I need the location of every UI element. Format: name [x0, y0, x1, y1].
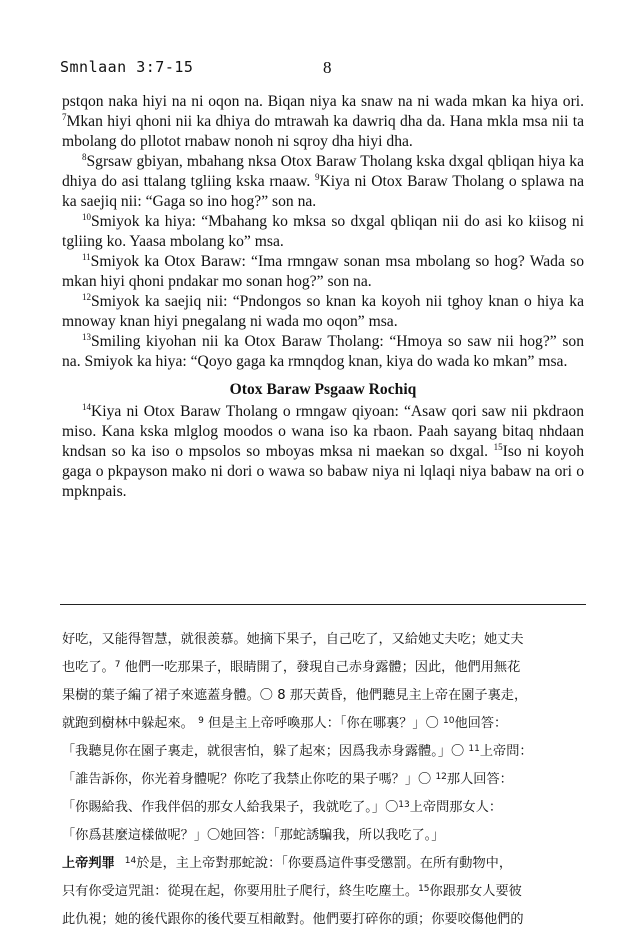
paragraph: $^{13}$Smiling kiyohan nii ka Otox Baraw Tholang: “Hmoya so saw nii hog?” son na. Smiyok ka hiya: “Qoyo gaga ka rmnqdog knan, kiya do wada ko mkan” msa.: [62, 332, 584, 370]
verse-number: 10: [443, 716, 455, 726]
paragraph: pstqon naka hiyi na ni oqon na. Biqan niya ka snaw na ni wada mkan ka hiya ori. $^7$Mkan hiyi qhoni nii ka dhiya do mtrawah ka dawriq dha da. Hana mkla msa nii ta mbolang do pllotot rnabaw nonoh ni sqroy dha hiyi dha.: [62, 93, 584, 150]
verse-number: 9: [198, 716, 204, 726]
verse-number: 14: [82, 402, 91, 412]
verse-number: 11: [468, 744, 480, 754]
paragraph: $^8$Sgrsaw gbiyan, mbahang nksa Otox Baraw Tholang kska dxgal qbliqan hiya ka dhiya do asi ttalang tgliing kska rnaaw. $^9$Kiya ni Otox Baraw Tholang o splawa na ka saejiq nii: “Gaga so ino hog?” son na.: [62, 152, 584, 210]
verse-number: 12: [435, 772, 447, 782]
verse-number: 7: [62, 112, 67, 122]
chinese-line: 上帝判罪 $^{14}$於是，主上帝對那蛇說：「你要爲這件事受懲罰。在所有動物中，: [62, 856, 513, 871]
verse-number: 13: [398, 800, 410, 810]
divider-rule: [60, 604, 586, 605]
paragraph: $^{14}$Kiya ni Otox Baraw Tholang o rmngaw qiyoan: “Asaw qori saw nii pkdraon miso. Kana kska mlglog moodos o wana iso ka rbaon. Paah sayang bitaq nhdaan kndsan so ka iso o mpsolos so mboyas mksa ni maekan so dxgal. $^{15}$Iso ni koyoh gaga o pkpayson mako ni dori o wawa so babaw niya ni lqlaqi niya babaw na ori o mpknpais.: [62, 402, 584, 500]
chinese-line: 「我聽見你在園子裏走，就很害怕，躲了起來；因爲我赤身露體。」〇 $^{11}$上帝問：: [62, 744, 533, 759]
chinese-line: 「你爲甚麼這樣做呢？」〇她回答：「那蛇誘騙我，所以我吃了。」: [62, 828, 445, 843]
chinese-line: 好吃，又能得智慧，就很羨慕。她摘下果子，自己吃了，又給她丈夫吃；她丈夫: [62, 632, 524, 647]
paragraph: $^{10}$Smiyok ka hiya: “Mbahang ko mksa so dxgal qbliqan nii do asi ko kiisog ni tgliing ko. Yaasa mbolang ko” msa.: [62, 212, 584, 250]
chinese-line: 此仇視；她的後代跟你的後代要互相敵對。他們要打碎你的頭；你要咬傷他們的: [62, 912, 524, 927]
section-heading: Otox Baraw Psgaaw Rochiq: [229, 381, 417, 398]
chinese-line: 果樹的葉子編了裙子來遮蓋身體。〇 8 那天黃昏，他們聽見主上帝在園子裏走，: [62, 688, 528, 703]
chinese-line: 「你賜給我、作我伴侶的那女人給我果子，我就吃了。」〇$^{13}$上帝問那女人：: [62, 800, 503, 815]
verse-number: 8: [82, 152, 87, 162]
verse-number: 11: [82, 252, 91, 262]
verse-number: 7: [114, 660, 121, 670]
verse-number: 15: [418, 884, 430, 894]
verse-number: 12: [82, 292, 91, 302]
chinese-line: 「誰告訴你，你光着身體呢？你吃了我禁止你吃的果子嗎？」〇 $^{12}$那人回答：: [62, 772, 513, 787]
chinese-line: 就跑到樹林中躲起來。 $^9$ 但是主上帝呼喚那人：「你在哪裏？」〇 $^{10}$他回答：: [62, 716, 508, 731]
chapter-reference: Smnlaan 3:7-15: [60, 58, 194, 76]
verse-number: 13: [82, 332, 91, 342]
verse-number: 9: [314, 172, 320, 182]
chinese-line: 只有你受這咒詛：從現在起，你要用肚子爬行，終生吃塵土。$^{15}$你跟那女人要彼: [62, 884, 522, 899]
section-heading-chinese: 上帝判罪: [62, 856, 115, 871]
chinese-text-block: [62, 626, 586, 934]
verse-number: 10: [82, 212, 91, 222]
atayal-text-block: [62, 92, 584, 502]
verse-number: 14: [124, 856, 137, 866]
paragraph: $^{12}$Smiyok ka saejiq nii: “Pndongos so knan ka koyoh nii tghoy knan o hiya ka mnoway knan hiyi pnegalang ni wada mo oqon” msa.: [62, 292, 584, 330]
running-header: [60, 58, 585, 80]
verse-number: 15: [493, 442, 503, 452]
paragraph: $^{11}$Smiyok ka Otox Baraw: “Ima rmngaw sonan msa mbolang so hog? Wada so mkan hiyi qhoni pndakar mo sonan hog?” son na.: [62, 252, 584, 290]
chinese-line: 也吃了。$^7$ 他們一吃那果子，眼睛開了，發現自己赤身露體；因此，他們用無花: [62, 660, 521, 675]
page-number: 8: [323, 58, 332, 77]
